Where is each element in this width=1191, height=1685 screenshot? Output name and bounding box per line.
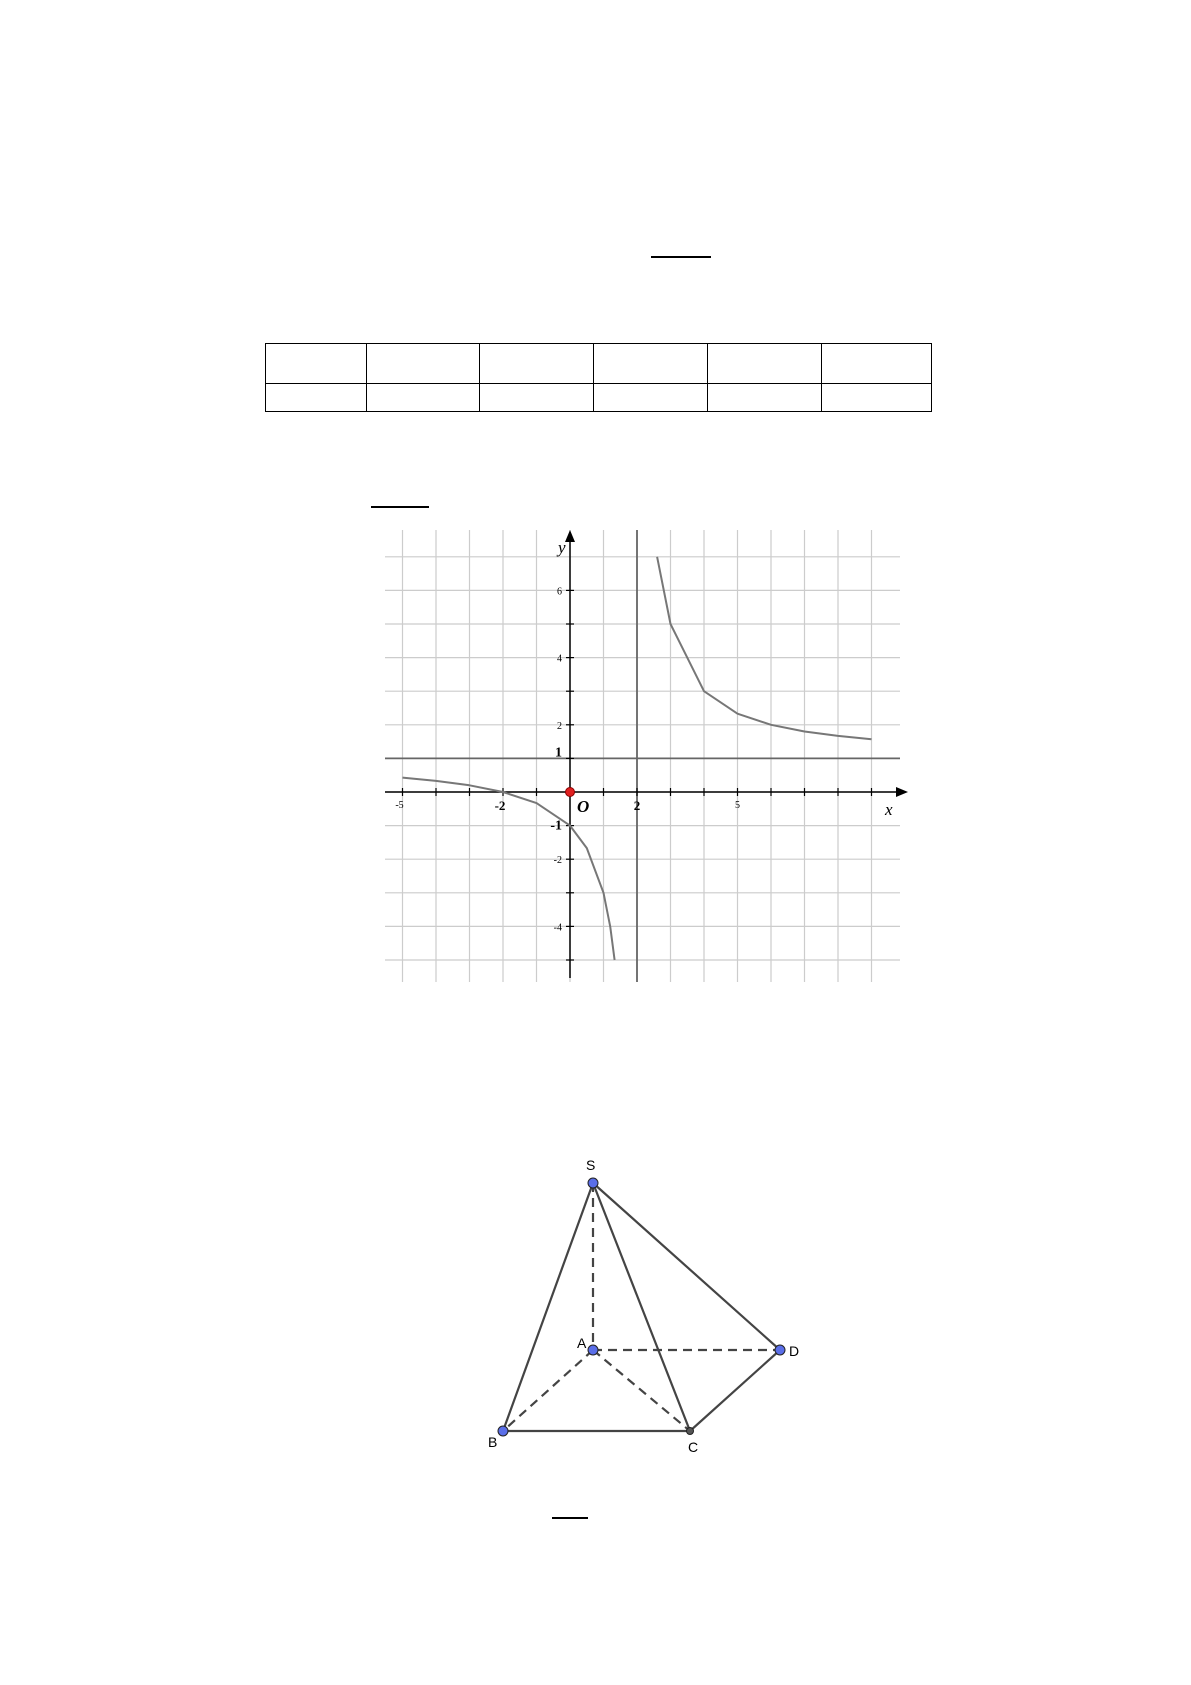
fraction-bar [651, 256, 711, 258]
y-tick-label: 6 [557, 586, 562, 598]
vertex-label-d: D [789, 1343, 800, 1359]
axes [385, 530, 908, 978]
x-tick-label: 5 [735, 800, 740, 811]
vertex-label-s: S [586, 1157, 596, 1173]
x-axis-arrow-icon [896, 787, 908, 797]
x-axis-label: x [885, 800, 893, 819]
x-tick-label: 2 [633, 798, 641, 813]
table-cell [594, 384, 708, 412]
edge-ab [503, 1350, 593, 1431]
y-axis-label: y [558, 538, 566, 557]
origin-point [566, 788, 575, 797]
function-graph [385, 530, 910, 982]
vertex-d [775, 1345, 785, 1355]
y-tick-label: 4 [557, 653, 562, 665]
vertex-label-b: B [488, 1434, 498, 1450]
y-tick-label: 2 [557, 720, 562, 732]
edge-ac [593, 1350, 690, 1431]
vertex-label-a: A [577, 1335, 587, 1351]
table-row [266, 384, 932, 412]
table-cell [480, 384, 594, 412]
variation-table [265, 343, 932, 412]
edge-sb [503, 1183, 593, 1431]
asymptotes [385, 530, 900, 982]
table-cell [822, 384, 932, 412]
table-cell [708, 384, 822, 412]
fraction-bar [371, 506, 429, 508]
table-cell [266, 384, 367, 412]
table-cell [708, 344, 822, 384]
edge-sc [593, 1183, 690, 1431]
pyramid-diagram [480, 1150, 820, 1470]
table-cell [367, 344, 480, 384]
fraction-bar [552, 1517, 588, 1519]
y-tick-label: 1 [555, 745, 562, 761]
table-cell [367, 384, 480, 412]
vertex-s [588, 1178, 598, 1188]
curve-right-branch [657, 557, 871, 739]
x-tick-label: -5 [395, 800, 404, 811]
table-cell [266, 344, 367, 384]
table-row [266, 344, 932, 384]
ticks [395, 586, 871, 960]
vertex-b [498, 1426, 508, 1436]
grid [385, 530, 900, 982]
vertex-label-c: C [688, 1439, 699, 1455]
y-tick-label: -2 [553, 855, 562, 867]
table-cell [594, 344, 708, 384]
vertex-a [588, 1345, 598, 1355]
vertex-c [687, 1428, 694, 1435]
x-tick-label: -2 [494, 798, 506, 813]
origin-label: O [577, 797, 590, 816]
edge-cd [690, 1350, 780, 1431]
table-cell [480, 344, 594, 384]
table-cell [822, 344, 932, 384]
y-tick-label: -1 [550, 818, 562, 834]
edge-sd [593, 1183, 780, 1350]
y-tick-label: -4 [553, 922, 562, 934]
y-axis-arrow-icon [565, 530, 575, 542]
